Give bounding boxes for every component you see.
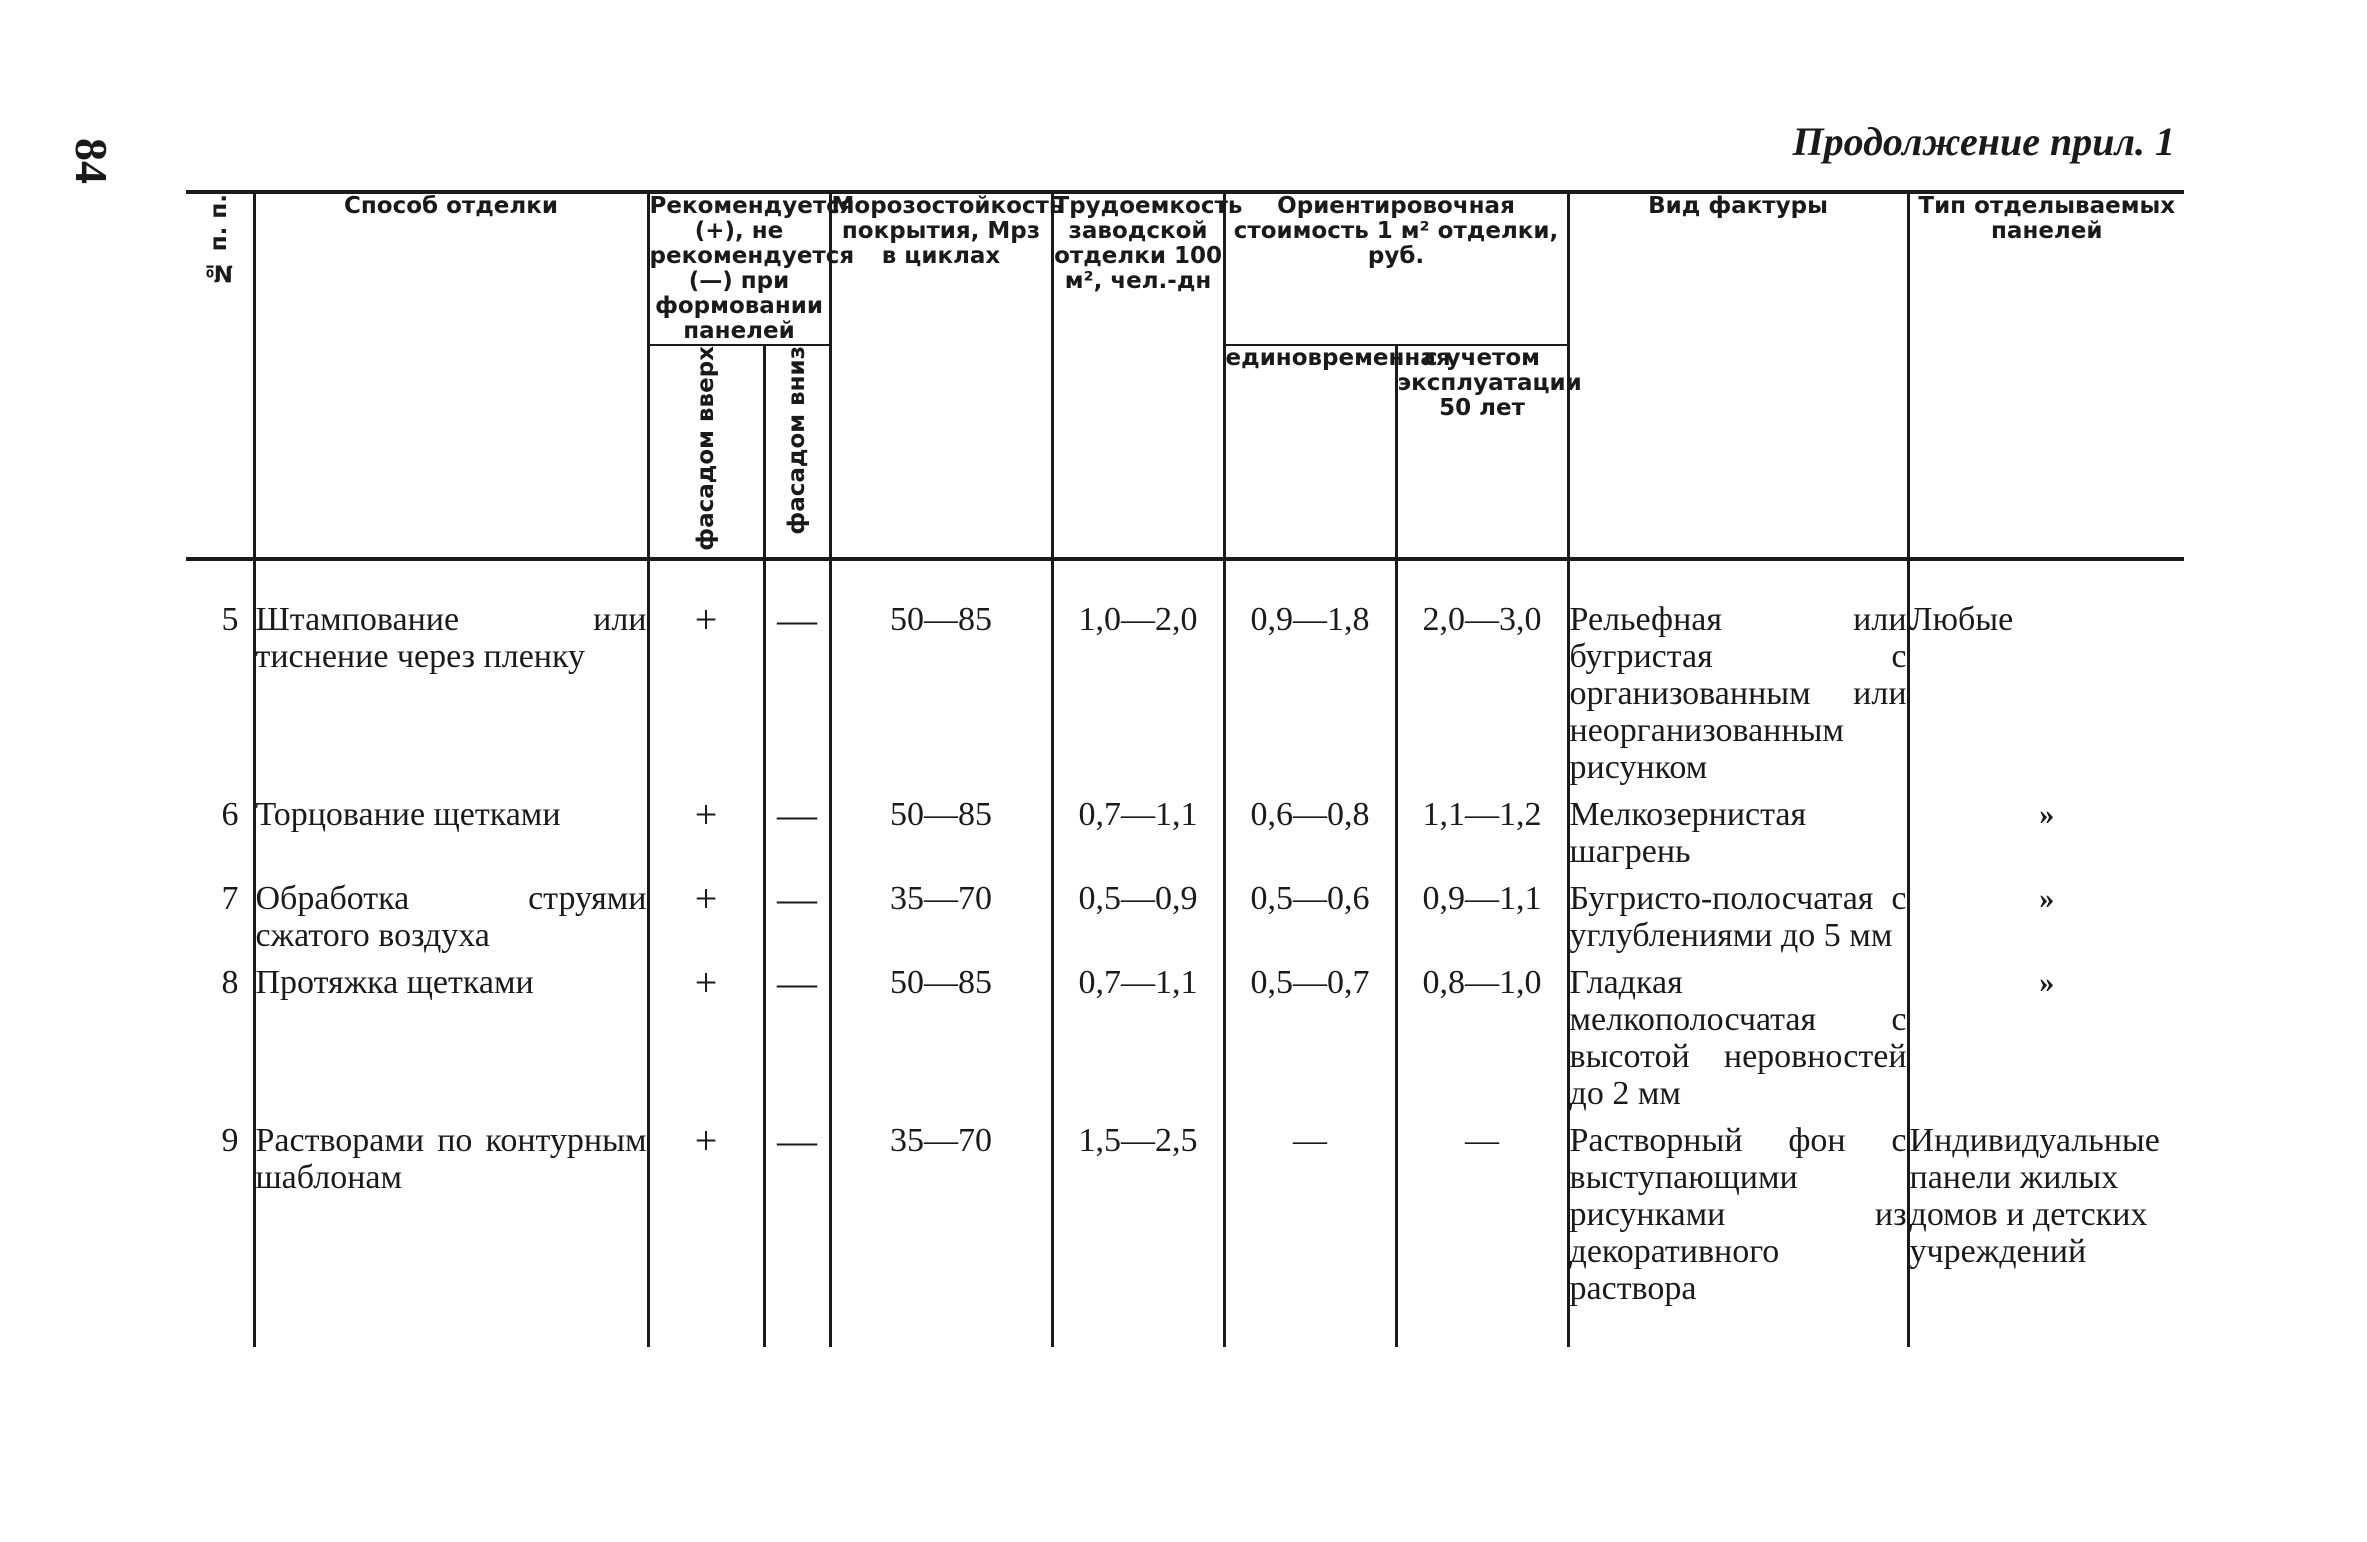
row-texture: Рельефная или бугристая с организованным или неорганизованным рисунком [1568,601,1908,796]
header-cost-50: с учетом эксплуатации 50 лет [1396,345,1568,559]
row-num: 9 [186,1122,254,1317]
row-facade-down: — [764,964,830,1122]
row-panel-type: » [1908,796,2184,880]
header-facade-down: фасадом вниз [764,345,830,559]
row-labor: 0,7—1,1 [1052,964,1224,1122]
row-texture: Растворный фон с выступающими рисунками из декоративного раствора [1568,1122,1908,1317]
row-cost-once: 0,6—0,8 [1224,796,1396,880]
row-facade-up: + [648,796,764,880]
row-num: 5 [186,601,254,796]
row-frost: 50—85 [830,796,1052,880]
header-texture: Вид фактуры [1568,192,1908,559]
header-frost: Морозостойкость покрытия, Мрз в циклах [830,192,1052,559]
row-facade-down: — [764,880,830,964]
finishing-methods-table [186,190,2184,1347]
row-num: 8 [186,964,254,1122]
row-texture: Гладкая мелкополосчатая с высотой неровностей до 2 мм [1568,964,1908,1122]
row-frost: 50—85 [830,601,1052,796]
header-recommended: Рекомендуется (+), не рекомендуется (—) при формовании панелей [649,193,855,344]
row-cost-50: 0,8—1,0 [1396,964,1568,1122]
row-method: Штампование или тиснение через пленку [254,601,648,796]
row-facade-up: + [648,601,764,796]
row-method: Обработка струями сжатого воздуха [254,880,648,964]
row-cost-once: — [1224,1122,1396,1317]
row-facade-up: + [648,880,764,964]
row-frost: 35—70 [830,1122,1052,1317]
row-cost-once: 0,9—1,8 [1224,601,1396,796]
row-cost-once: 0,5—0,7 [1224,964,1396,1122]
row-num: 6 [186,796,254,880]
row-facade-down: — [764,796,830,880]
row-panel-type: Любые [1908,601,2184,796]
row-frost: 50—85 [830,964,1052,1122]
row-cost-50: 2,0—3,0 [1396,601,1568,796]
row-texture: Мелкозернистая шагрень [1568,796,1908,880]
row-facade-up: + [648,964,764,1122]
row-cost-once: 0,5—0,6 [1224,880,1396,964]
row-frost: 35—70 [830,880,1052,964]
table-row [186,796,2184,880]
header-method: Способ отделки [254,192,648,559]
continuation-heading: Продолжение прил. 1 [1792,119,2175,164]
row-cost-50: — [1396,1122,1568,1317]
table-row [186,964,2184,1122]
row-method: Протяжка щетками [254,964,648,1122]
table-row [186,880,2184,964]
table-row [186,601,2184,796]
table-row [186,1122,2184,1317]
row-texture: Бугристо-полосчатая с углублениями до 5 мм [1568,880,1908,964]
row-panel-type: » [1908,964,2184,1122]
row-facade-down: — [764,1122,830,1317]
header-num: № п. п. [186,192,254,559]
page-number: 84 [66,138,117,184]
header-cost-once: единовременная [1224,345,1396,559]
row-panel-type: Индивидуальные панели жилых домов и детских учреждений [1908,1122,2184,1317]
row-facade-up: + [648,1122,764,1317]
header-panel-type: Тип отделываемых панелей [1908,192,2184,559]
row-labor: 1,0—2,0 [1052,601,1224,796]
row-panel-type: » [1908,880,2184,964]
row-facade-down: — [764,601,830,796]
header-cost: Ориентировочная стоимость 1 м² отделки, руб. [1224,192,1568,345]
row-method: Торцование щетками [254,796,648,880]
header-facade-up: фасадом вверх [648,345,764,559]
row-labor: 1,5—2,5 [1052,1122,1224,1317]
row-method: Растворами по контурным шаблонам [254,1122,648,1317]
row-cost-50: 0,9—1,1 [1396,880,1568,964]
row-labor: 0,7—1,1 [1052,796,1224,880]
row-num: 7 [186,880,254,964]
row-cost-50: 1,1—1,2 [1396,796,1568,880]
header-labor: Трудоемкость заводской отделки 100 м², чел.-дн [1052,192,1224,559]
row-labor: 0,5—0,9 [1052,880,1224,964]
